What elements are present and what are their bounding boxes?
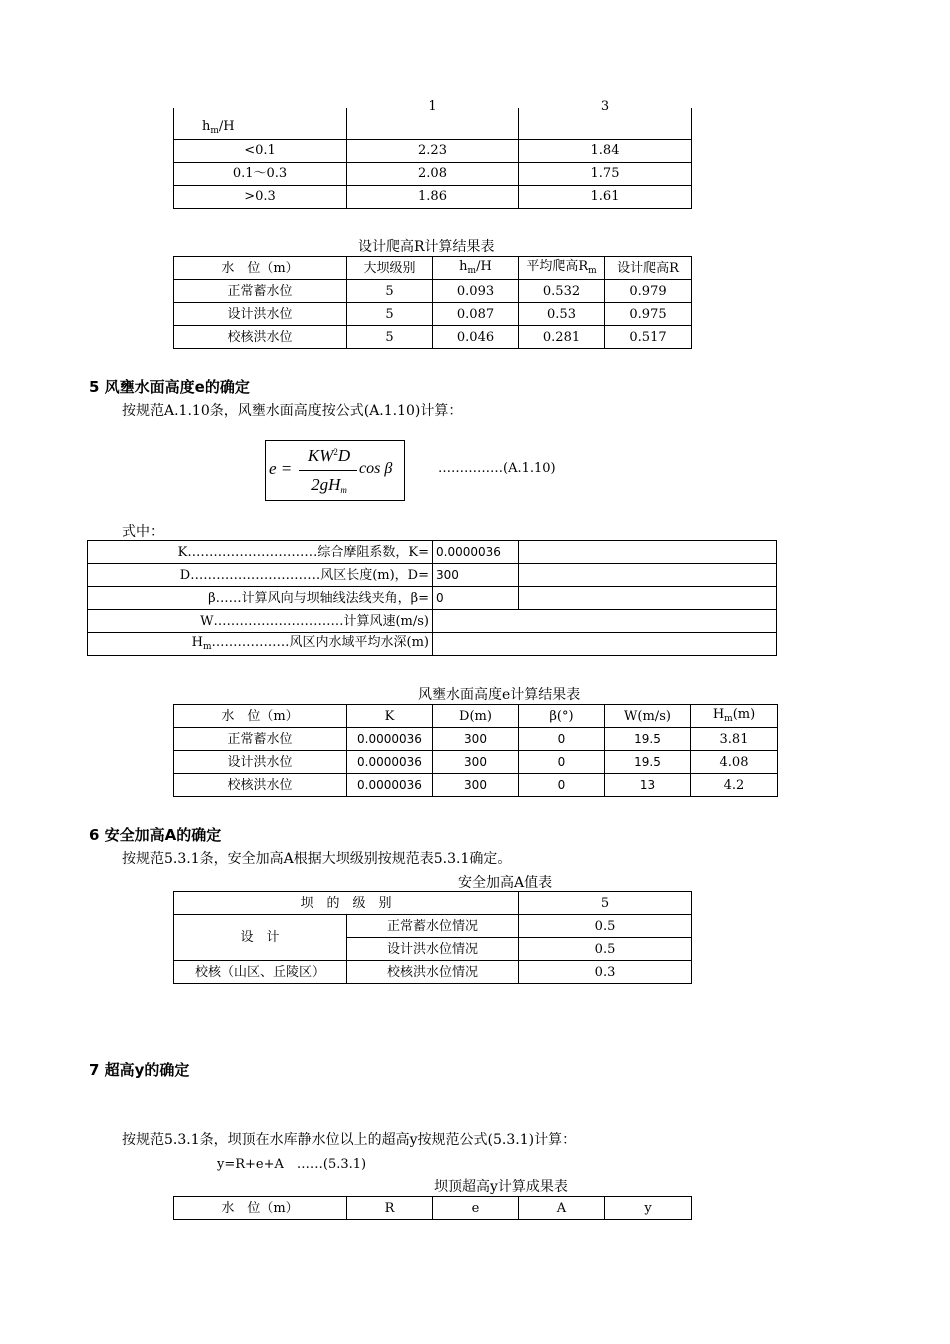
value-cell: 2.08 [347,162,519,185]
design-cell: 0.517 [605,326,692,349]
level-cell: 校核洪水位 [174,326,347,349]
param-w-label: W…………………………计算风速(m/s) [88,610,433,633]
hm-h-cell: 0.087 [433,303,519,326]
formula-a-1-10 [265,440,405,501]
w-cell: 13 [605,774,691,797]
param-row [88,564,777,587]
param-beta-blank [519,587,777,610]
formula-lhs: e = [269,459,293,478]
level-cell: 正常蓄水位 [174,280,347,303]
safety-table-caption: 安全加高A值表 [458,875,553,891]
d-cell: 300 [433,774,519,797]
hm-cell: 3.81 [691,728,778,751]
grade-cell: 5 [347,303,433,326]
header-hm-h-cell [174,108,347,139]
case-cell: 设计洪水位情况 [347,938,519,961]
header-grade-value: 5 [519,892,692,915]
parameter-table [87,540,777,656]
header-hm [691,705,778,728]
avg-cell: 0.53 [519,303,605,326]
table-row [174,139,692,162]
k-cell: 0.0000036 [347,774,433,797]
value-cell: 1.75 [519,162,692,185]
section-7-formula: y=R+e+A ……(5.3.1) [217,1157,367,1172]
runup-result-table [173,256,692,349]
hm-cell: 4.08 [691,751,778,774]
w-cell: 19.5 [605,728,691,751]
header-dam-grade: 坝 的 级 别 [174,892,519,915]
hm-h-sub: m [210,125,219,136]
design-cell: 0.979 [605,280,692,303]
param-k-blank [519,541,777,564]
case-cell: 校核洪水位情况 [347,961,519,984]
hm-h-cell: 0.093 [433,280,519,303]
param-d-value: 300 [433,564,519,587]
param-row [88,587,777,610]
level-cell: 设计洪水位 [174,751,347,774]
param-k-value: 0.0000036 [433,541,519,564]
hm-h-cell: 0.046 [433,326,519,349]
crest-freeboard-table [173,1196,692,1220]
table-row [174,326,692,349]
beta-cell: 0 [519,774,605,797]
hm-h-tail: /H [476,259,492,274]
hm-h-base: h [459,259,468,274]
param-row [88,541,777,564]
design-cell: 0.975 [605,303,692,326]
hm-tail: (m) [732,707,756,722]
formula-num-tail: D [337,446,351,465]
k-cell: 0.0000036 [347,751,433,774]
value-cell: 0.5 [519,938,692,961]
avg-base: 平均爬高R [526,259,589,274]
hm-h-tail: /H [218,118,235,134]
table-row [174,751,778,774]
beta-cell: 0 [519,751,605,774]
header-grade: 大坝级别 [347,257,433,280]
grade-cell: 5 [347,326,433,349]
hm-base: H [712,707,725,722]
table-row [174,728,778,751]
param-row [88,610,777,633]
formula-num-sup: 2 [333,447,338,457]
header-hm-h [433,257,519,280]
d-cell: 300 [433,728,519,751]
param-hm-value [433,633,777,656]
hm-sub: m [724,714,733,724]
table-header-row [174,705,778,728]
beta-cell: 0 [519,728,605,751]
avg-cell: 0.281 [519,326,605,349]
d-cell: 300 [433,751,519,774]
range-cell: <0.1 [174,139,347,162]
header-design-runup: 设计爬高R [605,257,692,280]
section-6-intro: 按规范5.3.1条，安全加高A根据大坝级别按规范表5.3.1确定。 [122,851,512,867]
section-5-intro: 按规范A.1.10条，风壅水面高度按公式(A.1.10)计算： [122,403,463,419]
value-cell: 1.84 [519,139,692,162]
table-row [174,961,692,984]
grade-cell: 5 [347,280,433,303]
table-row [174,774,778,797]
param-d-blank [519,564,777,587]
param-beta-value: 0 [433,587,519,610]
header-a: A [519,1197,605,1220]
value-cell: 2.23 [347,139,519,162]
top-coefficient-table [173,99,692,209]
crest-table-caption: 坝顶超高y计算成果表 [434,1179,568,1195]
formula-den-base: 2gH [311,475,341,494]
header-col2-text: 3 [600,99,610,114]
header-k: K [347,705,433,728]
param-k-label: K…………………………综合摩阻系数，K= [88,541,433,564]
setup-table-caption: 风壅水面高度e计算结果表 [418,687,581,703]
table-row [174,280,692,303]
avg-sub: m [588,266,597,276]
hm-sub: m [202,642,212,652]
formula-fraction-bar [299,470,357,471]
value-cell: 0.5 [519,915,692,938]
formula-den-sub: m [340,485,347,495]
header-level: 水 位（m） [174,705,347,728]
hm-h-sub: m [467,266,477,276]
range-cell: 0.1～0.3 [174,162,347,185]
header-e: e [433,1197,519,1220]
formula-tail: cos β [359,460,393,477]
section-5-title: 5 风壅水面高度e的确定 [89,378,250,396]
param-w-value [433,610,777,633]
table-header-row [174,257,692,280]
table-row [174,162,692,185]
header-level: 水 位（m） [174,1197,347,1220]
section-6-title: 6 安全加高A的确定 [89,826,222,844]
table-row [174,915,692,938]
header-col1-cell [347,99,519,139]
w-cell: 19.5 [605,751,691,774]
value-cell: 0.3 [519,961,692,984]
table-row [174,185,692,208]
table-header-row [174,892,692,915]
level-cell: 正常蓄水位 [174,728,347,751]
section-7-title: 7 超高y的确定 [89,1061,190,1079]
table-row [174,303,692,326]
param-d-label: D…………………………风区长度(m)，D= [88,564,433,587]
check-label-cell: 校核（山区、丘陵区） [174,961,347,984]
where-label: 式中： [122,524,164,540]
setup-result-table [173,704,778,797]
header-w: W(m/s) [605,705,691,728]
value-cell: 1.61 [519,185,692,208]
param-beta-label: β……计算风向与坝轴线法线夹角，β= [88,587,433,610]
range-cell: >0.3 [174,185,347,208]
header-beta: β(°) [519,705,605,728]
avg-cell: 0.532 [519,280,605,303]
safety-freeboard-table [173,891,692,984]
case-cell: 正常蓄水位情况 [347,915,519,938]
formula-denominator [300,475,358,495]
param-hm-label [88,633,433,656]
runup-table-caption: 设计爬高R计算结果表 [358,239,495,255]
param-row [88,633,777,656]
hm-h-base: h [202,118,211,134]
hm-desc: ………………风区内水域平均水深(m) [211,635,429,650]
header-level: 水 位（m） [174,257,347,280]
k-cell: 0.0000036 [347,728,433,751]
formula-numerator [300,446,358,466]
design-label-cell: 设 计 [174,915,347,961]
hm-cell: 4.2 [691,774,778,797]
header-r: R [347,1197,433,1220]
header-y: y [605,1197,692,1220]
header-col2-cell [519,99,692,139]
level-cell: 设计洪水位 [174,303,347,326]
level-cell: 校核洪水位 [174,774,347,797]
header-average-runup [519,257,605,280]
formula-reference: ……………(A.1.10) [438,461,556,476]
table-header-row [174,1197,692,1220]
header-d: D(m) [433,705,519,728]
formula-num-base: KW [307,446,334,465]
value-cell: 1.86 [347,185,519,208]
section-7-intro: 按规范5.3.1条，坝顶在水库静水位以上的超高y按规范公式(5.3.1)计算： [122,1132,577,1148]
hm-base: H [191,635,203,650]
header-col1-text: 1 [428,99,437,114]
